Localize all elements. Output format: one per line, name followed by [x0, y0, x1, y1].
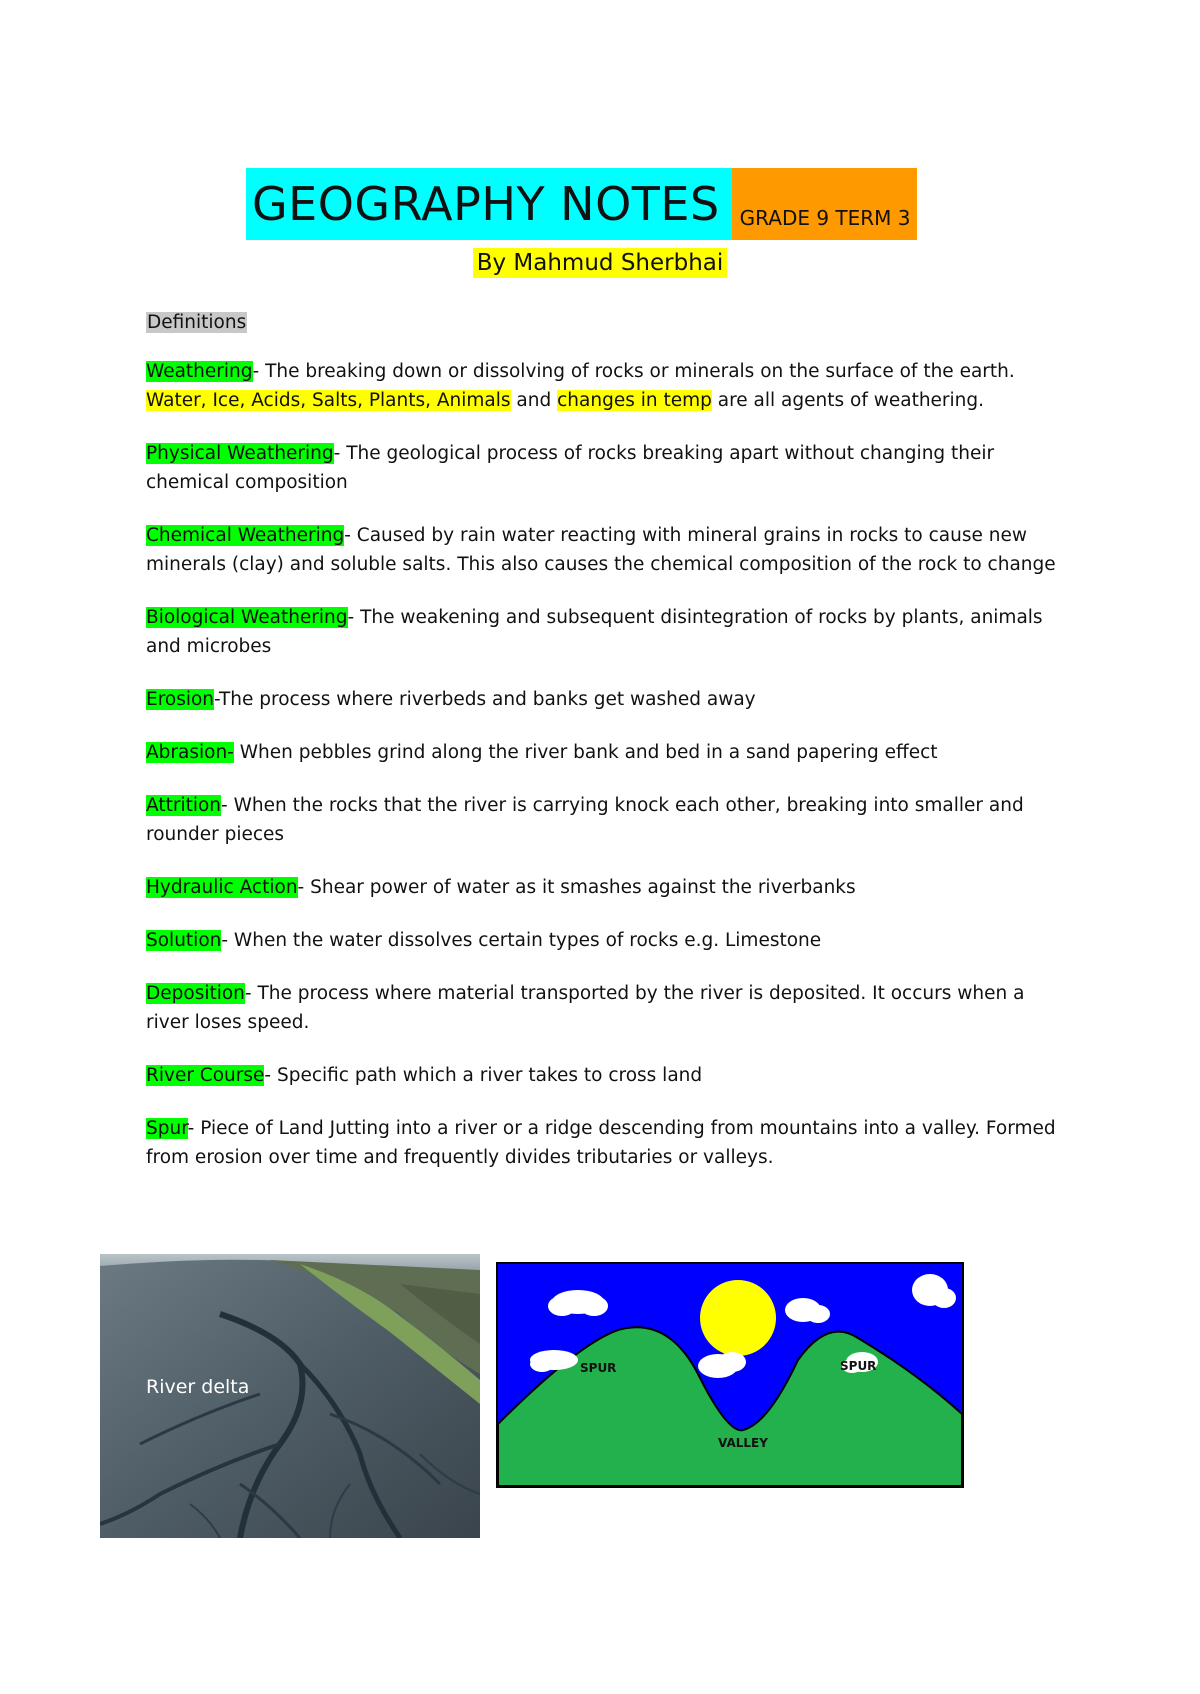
definition-term: Deposition [146, 983, 245, 1004]
definition-spur [146, 1114, 1066, 1172]
definition-text: - Shear power of water as it smashes against the riverbanks [297, 877, 856, 898]
definition-solution [146, 926, 1066, 955]
definition-term: Chemical Weathering [146, 525, 345, 546]
definition-term: River Course [146, 1065, 265, 1086]
document-title: GEOGRAPHY NOTES [246, 168, 732, 240]
definition-attrition [146, 791, 1066, 849]
definition-term: Erosion [146, 689, 215, 710]
definition-text: - When the rocks that the river is carrying knock each other, breaking into smaller and rounder pieces [146, 795, 1024, 845]
definition-term: Physical Weathering [146, 443, 334, 464]
section-heading: Definitions [147, 312, 247, 333]
definition-physical-weathering [146, 439, 1066, 497]
highlighted-text: Water, Ice, Acids, Salts, Plants, Animals [146, 390, 511, 411]
definition-term: Biological Weathering [146, 607, 348, 628]
definition-term: Spur [146, 1118, 188, 1139]
definition-river-course [146, 1061, 1066, 1090]
definition-text: are all agents of weathering. [711, 390, 985, 411]
definition-text: - Piece of Land Jutting into a river or a ridge descending from mountains into a valley. Formed from erosion over time and frequently divides tributaries or valleys. [146, 1118, 1056, 1168]
spur-valley-diagram [496, 1262, 964, 1488]
spur-label-left: SPUR [580, 1361, 617, 1375]
definition-text: and [510, 390, 558, 411]
definition-text: - Specific path which a river takes to cross land [264, 1065, 703, 1086]
definition-text: - The geological process of rocks breaking apart without changing their chemical composition [146, 443, 995, 493]
definition-text: - The weakening and subsequent disintegration of rocks by plants, animals and microbes [146, 607, 1043, 657]
definitions-section [146, 308, 1066, 1196]
definition-deposition [146, 979, 1066, 1037]
definition-text: - The process where material transported by the river is deposited. It occurs when a river loses speed. [146, 983, 1025, 1033]
spur-label-right: SPUR [840, 1359, 877, 1373]
highlighted-text: changes in temp [557, 390, 712, 411]
grade-label: GRADE 9 TERM 3 [732, 168, 917, 240]
definition-term: Abrasion- [146, 742, 234, 763]
section-heading-row [146, 308, 1066, 337]
title-banner [246, 168, 917, 240]
definition-weathering [146, 357, 1066, 415]
definition-term: Attrition [146, 795, 222, 816]
definition-term: Solution [146, 930, 222, 951]
spur-valley-illustration [498, 1264, 962, 1486]
sun-icon [700, 1280, 776, 1356]
definition-hydraulic-action [146, 873, 1066, 902]
definition-chemical-weathering [146, 521, 1066, 579]
definition-abrasion [146, 738, 1066, 767]
author-line [0, 250, 1200, 276]
photo-caption: River delta [146, 1376, 250, 1398]
definition-term: Hydraulic Action [146, 877, 298, 898]
definition-text: -The process where riverbeds and banks get washed away [214, 689, 756, 710]
valley-label: VALLEY [718, 1436, 768, 1450]
author-name: By Mahmud Sherbhai [473, 248, 728, 278]
river-delta-photo [100, 1254, 480, 1538]
definition-text: When pebbles grind along the river bank and bed in a sand papering effect [233, 742, 938, 763]
definition-biological-weathering [146, 603, 1066, 661]
definition-text: - Caused by rain water reacting with mineral grains in rocks to cause new minerals (clay) and soluble salts. This also causes the chemical composition of the rock to change [146, 525, 1056, 575]
definition-text: - The breaking down or dissolving of rocks or minerals on the surface of the earth. [252, 361, 1015, 382]
definition-text: - When the water dissolves certain types of rocks e.g. Limestone [221, 930, 822, 951]
definition-erosion [146, 685, 1066, 714]
definition-term: Weathering [146, 361, 253, 382]
